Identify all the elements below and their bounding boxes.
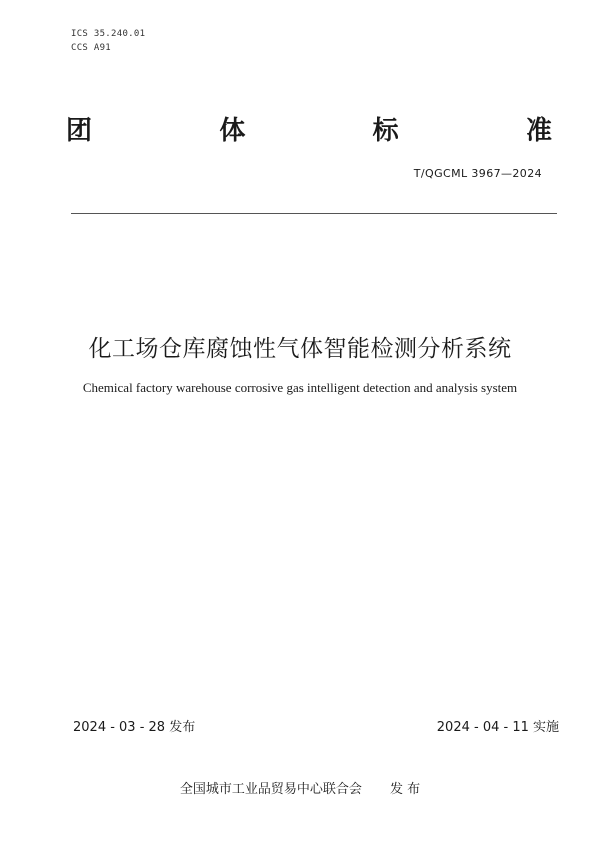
heading-char: 团 [66,116,93,146]
issuer-name: 全国城市工业品贸易中心联合会 [179,782,362,797]
issuer-line [0,778,600,797]
document-title-english: Chemical factory warehouse corrosive gas intelligent detection and analysis system [82,380,518,395]
publish-date: 2024 - 03 - 28 发布 [73,720,196,735]
standard-code: T/QGCML 3967—2024 [413,167,542,180]
header-divider [71,213,557,214]
ics-code: ICS 35.240.01 [71,29,146,39]
document-title-chinese: 化工场仓库腐蚀性气体智能检测分析系统 [88,336,512,362]
heading-char: 体 [219,116,246,146]
heading-char: 标 [372,116,399,146]
heading-char: 准 [525,116,552,146]
standard-type-heading [66,114,552,148]
ccs-code: CCS A91 [71,43,112,53]
issuer-action: 发 布 [389,782,421,797]
implement-date: 2024 - 04 - 11 实施 [436,720,559,735]
